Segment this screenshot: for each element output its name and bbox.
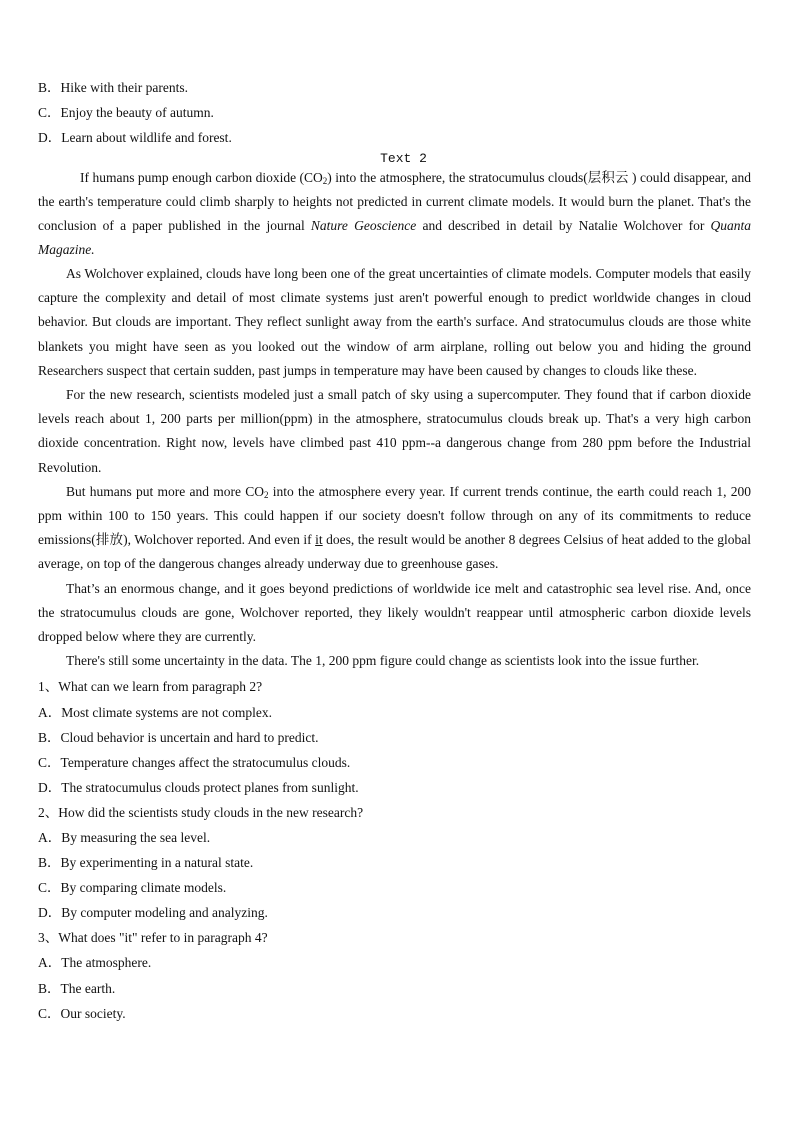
passage-title: Text 2 <box>380 151 427 166</box>
option-letter: D． <box>38 779 62 795</box>
option-c <box>38 1001 751 1026</box>
underlined-word: it <box>315 532 323 548</box>
option-letter: B． <box>38 855 61 871</box>
paragraph-5: That’s an enormous change, and it goes beyond predictions of worldwide ice melt and catastrophic sea level rise. And, once the stratocumulus clouds are gone, Wolchover reported, they likely wouldn't reappear until atmospheric carbon dioxide levels dropped below where they are currently. <box>38 580 751 645</box>
option-c <box>38 100 751 125</box>
option-text: The earth. <box>60 980 116 996</box>
passage-body <box>38 166 751 673</box>
option-b <box>38 75 751 100</box>
option-text: Most climate systems are not complex. <box>61 704 272 720</box>
option-letter: C． <box>38 880 61 896</box>
question-stem <box>38 800 751 825</box>
option-d <box>38 900 751 925</box>
document-page <box>38 75 751 1026</box>
paragraph-1 <box>38 166 751 262</box>
option-b <box>38 850 751 875</box>
option-letter: C． <box>38 1005 61 1021</box>
question-number: 2、 <box>38 804 59 820</box>
journal-name: Nature Geoscience <box>310 218 417 233</box>
option-d <box>38 125 751 150</box>
question-text: How did the scientists study clouds in the new research? <box>58 804 364 820</box>
questions <box>38 674 751 1025</box>
option-a <box>38 950 751 975</box>
option-a <box>38 700 751 725</box>
option-c <box>38 750 751 775</box>
option-letter: C． <box>38 754 61 770</box>
question-number: 1、 <box>38 679 59 695</box>
option-text: By experimenting in a natural state. <box>60 855 254 871</box>
magazine-name: Quanta Magazine. <box>38 218 752 257</box>
option-letter: A． <box>38 955 62 971</box>
option-text: Our society. <box>60 1005 126 1021</box>
text-run: does, the result would be another 8 degrees Celsius of heat added to the global average, on top of the dangerous changes already underway due to greenhouse gases. <box>38 532 751 572</box>
option-text: By comparing climate models. <box>60 880 227 896</box>
question-stem <box>38 674 751 699</box>
option-letter: B． <box>38 80 61 95</box>
paragraph-6: There's still some uncertainty in the data. The 1, 200 ppm figure could change as scientists look into the issue further. <box>66 653 700 669</box>
option-b <box>38 976 751 1001</box>
subscript: 2 <box>322 176 328 186</box>
option-text: Hike with their parents. <box>60 80 188 95</box>
option-letter: B． <box>38 980 61 996</box>
question-stem <box>38 925 751 950</box>
option-text: Cloud behavior is uncertain and hard to predict. <box>60 729 319 745</box>
paragraph-4 <box>38 480 751 577</box>
question-3 <box>38 925 751 1025</box>
text-run: into the atmosphere every year. If current trends continue, the earth could reach 1, 200 ppm within 100 to 150 years. This could happen if our society doesn't follow through on any of its commitments to reduce emissions(排放), Wolchover reported. And even if <box>38 483 751 548</box>
text-run: But humans put more and more CO <box>66 483 264 499</box>
option-letter: D． <box>38 130 62 145</box>
option-text: The atmosphere. <box>61 955 152 971</box>
option-letter: A． <box>38 830 62 846</box>
question-1 <box>38 674 751 799</box>
option-text: The stratocumulus clouds protect planes from sunlight. <box>61 779 359 795</box>
option-a <box>38 825 751 850</box>
question-2 <box>38 800 751 925</box>
text-run: and described in detail by Natalie Wolchover for <box>416 218 711 233</box>
paragraph-3: For the new research, scientists modeled just a small patch of sky using a supercomputer. They found that if carbon dioxide levels reach about 1, 200 parts per million(ppm) in the atmosphere, stratocumulus clouds break up. That's a very high carbon dioxide concentration. Right now, levels have climbed past 410 ppm--a dangerous change from 280 ppm before the Industrial Revolution. <box>38 387 751 475</box>
question-number: 3、 <box>38 930 59 946</box>
option-letter: A． <box>38 704 62 720</box>
text-run: If humans pump enough carbon dioxide (CO <box>80 170 323 185</box>
option-text: Enjoy the beauty of autumn. <box>60 105 214 120</box>
subscript: 2 <box>264 489 269 500</box>
option-text: Temperature changes affect the stratocumulus clouds. <box>60 754 351 770</box>
option-letter: B． <box>38 729 61 745</box>
previous-question-options <box>38 75 751 150</box>
option-d <box>38 775 751 800</box>
option-b <box>38 725 751 750</box>
option-letter: D． <box>38 905 62 921</box>
paragraph-2: As Wolchover explained, clouds have long been one of the great uncertainties of climate models. Computer models that easily capture the complexity and detail of most climate systems just aren't powerful enough to predict worldwide changes in cloud behavior. But clouds are important. They reflect sunlight away from the earth's surface. And stratocumulus clouds are those white blankets you might have seen as you looked out the window of arm airplane, rolling out below you and hiding the ground Researchers suspect that certain sudden, past jumps in temperature may have been caused by changes to clouds like these. <box>38 266 751 378</box>
option-text: By measuring the sea level. <box>61 830 211 846</box>
option-letter: C． <box>38 105 61 120</box>
option-c <box>38 875 751 900</box>
option-text: Learn about wildlife and forest. <box>61 130 232 145</box>
question-text: What does "it" refer to in paragraph 4? <box>58 930 268 946</box>
text-run: ) into the atmosphere, the stratocumulus clouds(层积云 ) could disappear, and the earth's temperature could climb sharply to heights not predicted in current climate models. It would burn the planet. That's the conclusion of a paper published in the journal <box>38 170 752 233</box>
question-text: What can we learn from paragraph 2? <box>58 679 263 695</box>
option-text: By computer modeling and analyzing. <box>61 905 268 921</box>
